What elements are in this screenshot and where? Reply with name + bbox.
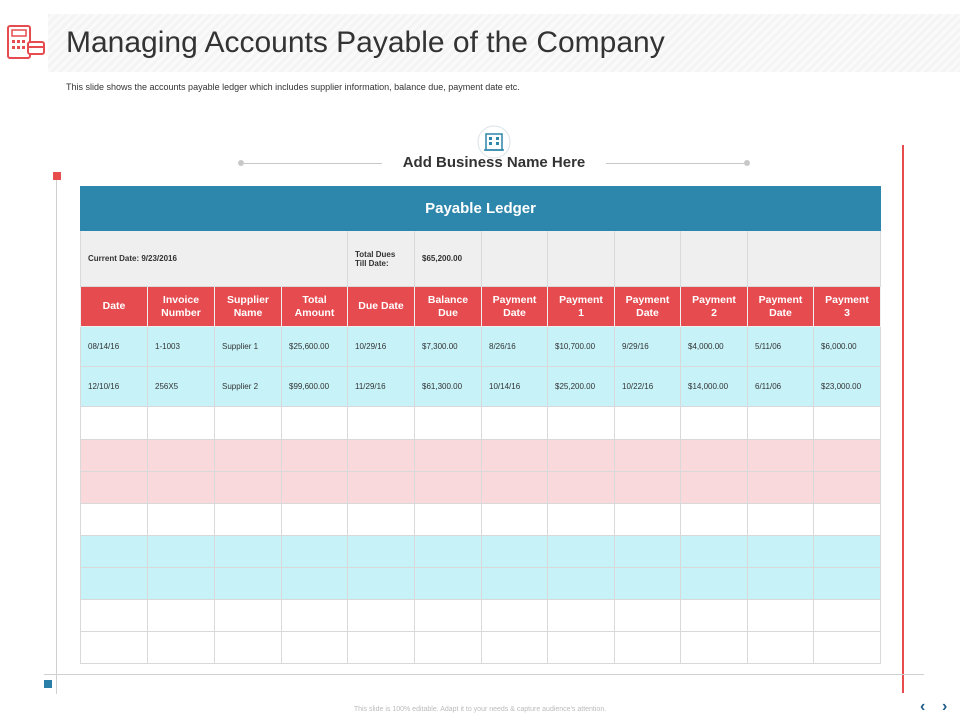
table-cell (748, 599, 814, 631)
table-cell (548, 535, 615, 567)
table-cell (282, 503, 348, 535)
ledger-header-row (81, 287, 881, 327)
info-cell (548, 231, 615, 287)
table-cell (482, 535, 548, 567)
table-cell (81, 407, 148, 439)
column-header-text: Supplier (226, 294, 269, 307)
table-cell (548, 503, 615, 535)
table-cell (148, 567, 215, 599)
table-cell (681, 631, 748, 663)
divider-line-left (244, 163, 382, 164)
page-subtitle: This slide shows the accounts payable ledger which includes supplier information, balance due, payment date etc. (66, 82, 520, 92)
table-cell (681, 503, 748, 535)
table-cell: 1-1003 (148, 327, 215, 367)
table-cell (548, 407, 615, 439)
table-cell (81, 631, 148, 663)
table-cell: $6,000.00 (814, 327, 881, 367)
table-cell (814, 535, 881, 567)
table-cell (548, 599, 615, 631)
table-cell (615, 631, 681, 663)
column-header (215, 287, 282, 327)
table-cell (148, 503, 215, 535)
column-header (482, 287, 548, 327)
table-cell: Supplier 2 (215, 367, 282, 407)
table-cell (81, 503, 148, 535)
column-header (415, 287, 482, 327)
table-cell (282, 407, 348, 439)
table-cell (482, 599, 548, 631)
table-cell: 08/14/16 (81, 327, 148, 367)
table-cell: $61,300.00 (415, 367, 482, 407)
table-cell (814, 439, 881, 471)
column-header (748, 287, 814, 327)
next-slide-button[interactable]: › (942, 698, 948, 715)
table-cell (814, 407, 881, 439)
table-cell (814, 599, 881, 631)
table-cell (681, 407, 748, 439)
column-header-text: Date (102, 300, 126, 313)
empty-table-row (81, 439, 881, 471)
column-header-text: Invoice (162, 294, 200, 307)
column-header-text: Payment (692, 294, 736, 307)
table-cell (615, 567, 681, 599)
column-header-text: Date (636, 306, 659, 319)
table-cell (148, 535, 215, 567)
table-cell (348, 407, 415, 439)
table-cell (215, 631, 282, 663)
column-header-text: Balance (427, 294, 469, 307)
table-cell (748, 503, 814, 535)
table-cell (681, 599, 748, 631)
table-cell (81, 471, 148, 503)
table-cell (348, 567, 415, 599)
column-header-text: Date (503, 306, 526, 319)
ledger-title: Payable Ledger (81, 187, 881, 231)
column-header-text: Date (769, 306, 792, 319)
frame-bottom-line (44, 674, 924, 675)
table-cell (282, 471, 348, 503)
column-header-text: Payment (559, 294, 603, 307)
column-header-text: Payment (492, 294, 537, 307)
table-cell (415, 535, 482, 567)
right-accent-line (902, 145, 904, 693)
column-header-text: Name (233, 306, 263, 319)
table-cell: 5/11/06 (748, 327, 814, 367)
page-title: Managing Accounts Payable of the Company (66, 26, 665, 59)
table-cell (814, 567, 881, 599)
table-cell (615, 439, 681, 471)
column-header (81, 287, 148, 327)
table-cell (814, 471, 881, 503)
column-header-text: Total (302, 294, 327, 307)
frame-left-line (56, 178, 57, 694)
table-cell: 12/10/16 (81, 367, 148, 407)
table-cell (548, 439, 615, 471)
business-name-title: Add Business Name Here (402, 154, 586, 171)
table-cell (415, 503, 482, 535)
table-cell (215, 567, 282, 599)
table-cell (348, 471, 415, 503)
table-cell: 10/22/16 (615, 367, 681, 407)
column-header (148, 287, 215, 327)
table-cell (681, 439, 748, 471)
table-cell (415, 471, 482, 503)
empty-table-row (81, 599, 881, 631)
table-cell: 6/11/06 (748, 367, 814, 407)
table-cell (282, 631, 348, 663)
table-cell (215, 535, 282, 567)
table-cell (748, 535, 814, 567)
cash-register-icon (4, 22, 48, 66)
table-cell (615, 599, 681, 631)
prev-slide-button[interactable]: ‹ (920, 698, 926, 715)
table-cell (148, 407, 215, 439)
table-cell (148, 631, 215, 663)
column-header-text: Payment (625, 294, 670, 307)
table-cell (348, 631, 415, 663)
table-row (81, 327, 881, 367)
table-cell (748, 631, 814, 663)
table-cell (548, 631, 615, 663)
table-cell (748, 471, 814, 503)
info-cell (615, 231, 681, 287)
table-cell (415, 599, 482, 631)
table-cell (615, 407, 681, 439)
total-dues-label-line2: Till Date: (355, 258, 389, 268)
table-cell (482, 471, 548, 503)
table-cell: $14,000.00 (681, 367, 748, 407)
teal-square-marker (44, 680, 52, 688)
table-cell: $7,300.00 (415, 327, 482, 367)
table-cell (814, 503, 881, 535)
table-cell (548, 567, 615, 599)
table-cell: $99,600.00 (282, 367, 348, 407)
table-cell (482, 631, 548, 663)
table-cell (215, 503, 282, 535)
table-cell: 256X5 (148, 367, 215, 407)
table-cell: 11/29/16 (348, 367, 415, 407)
total-dues-value: $65,200.00 (415, 231, 482, 287)
column-header-text: Due Date (358, 300, 404, 313)
column-header (615, 287, 681, 327)
current-date: Current Date: 9/23/2016 (81, 231, 348, 287)
table-cell: 10/29/16 (348, 327, 415, 367)
payable-ledger-table (80, 186, 881, 664)
ledger-info-row (81, 231, 881, 287)
empty-table-row (81, 471, 881, 503)
table-cell: $4,000.00 (681, 327, 748, 367)
divider-line-right (606, 163, 744, 164)
table-cell (415, 407, 482, 439)
table-cell (148, 599, 215, 631)
table-cell (681, 535, 748, 567)
table-cell (81, 535, 148, 567)
footer-note: This slide is 100% editable. Adapt it to your needs & capture audience's attention. (353, 706, 607, 713)
table-cell (482, 567, 548, 599)
column-header-text: Due (438, 306, 458, 319)
table-cell (415, 439, 482, 471)
table-cell (482, 503, 548, 535)
table-cell (81, 599, 148, 631)
table-cell (615, 535, 681, 567)
info-cell (748, 231, 881, 287)
table-cell (282, 439, 348, 471)
column-header-text: Amount (294, 306, 335, 319)
column-header (348, 287, 415, 327)
table-cell (348, 503, 415, 535)
table-cell (814, 631, 881, 663)
red-square-marker (53, 172, 61, 180)
column-header-text: Payment (758, 294, 803, 307)
table-cell: 8/26/16 (482, 327, 548, 367)
table-cell (748, 439, 814, 471)
table-cell (81, 439, 148, 471)
table-cell (282, 599, 348, 631)
empty-table-row (81, 407, 881, 439)
table-cell (215, 407, 282, 439)
empty-table-row (81, 535, 881, 567)
table-cell (482, 407, 548, 439)
table-cell (548, 471, 615, 503)
table-cell (615, 471, 681, 503)
table-cell: 9/29/16 (615, 327, 681, 367)
column-header (681, 287, 748, 327)
empty-table-row (81, 631, 881, 663)
table-cell: $10,700.00 (548, 327, 615, 367)
info-cell (482, 231, 548, 287)
table-cell (748, 567, 814, 599)
info-cell (681, 231, 748, 287)
table-cell (215, 439, 282, 471)
column-header-text: 2 (711, 306, 717, 319)
table-cell: Supplier 1 (215, 327, 282, 367)
table-cell (482, 439, 548, 471)
divider-dot-right (744, 160, 750, 166)
column-header-text: 3 (844, 306, 850, 319)
table-cell (348, 599, 415, 631)
table-cell (681, 567, 748, 599)
column-header (282, 287, 348, 327)
table-cell (415, 567, 482, 599)
column-header-text: Number (161, 306, 201, 319)
column-header (548, 287, 615, 327)
empty-table-row (81, 567, 881, 599)
column-header-text: 1 (578, 306, 584, 319)
table-cell (615, 503, 681, 535)
table-cell (282, 567, 348, 599)
table-cell (148, 439, 215, 471)
table-cell (348, 439, 415, 471)
table-cell (748, 407, 814, 439)
table-cell (681, 471, 748, 503)
column-header-text: Payment (825, 294, 869, 307)
table-cell: 10/14/16 (482, 367, 548, 407)
table-cell (81, 567, 148, 599)
table-cell (415, 631, 482, 663)
empty-table-row (81, 503, 881, 535)
table-cell (215, 471, 282, 503)
table-cell: $23,000.00 (814, 367, 881, 407)
table-cell (215, 599, 282, 631)
ledger-title-row (81, 187, 881, 231)
total-dues-label-line1: Total Dues (355, 249, 396, 259)
table-cell (148, 471, 215, 503)
table-row (81, 367, 881, 407)
total-dues-label (348, 231, 415, 287)
table-cell (348, 535, 415, 567)
table-cell: $25,200.00 (548, 367, 615, 407)
table-cell: $25,600.00 (282, 327, 348, 367)
column-header (814, 287, 881, 327)
table-cell (282, 535, 348, 567)
